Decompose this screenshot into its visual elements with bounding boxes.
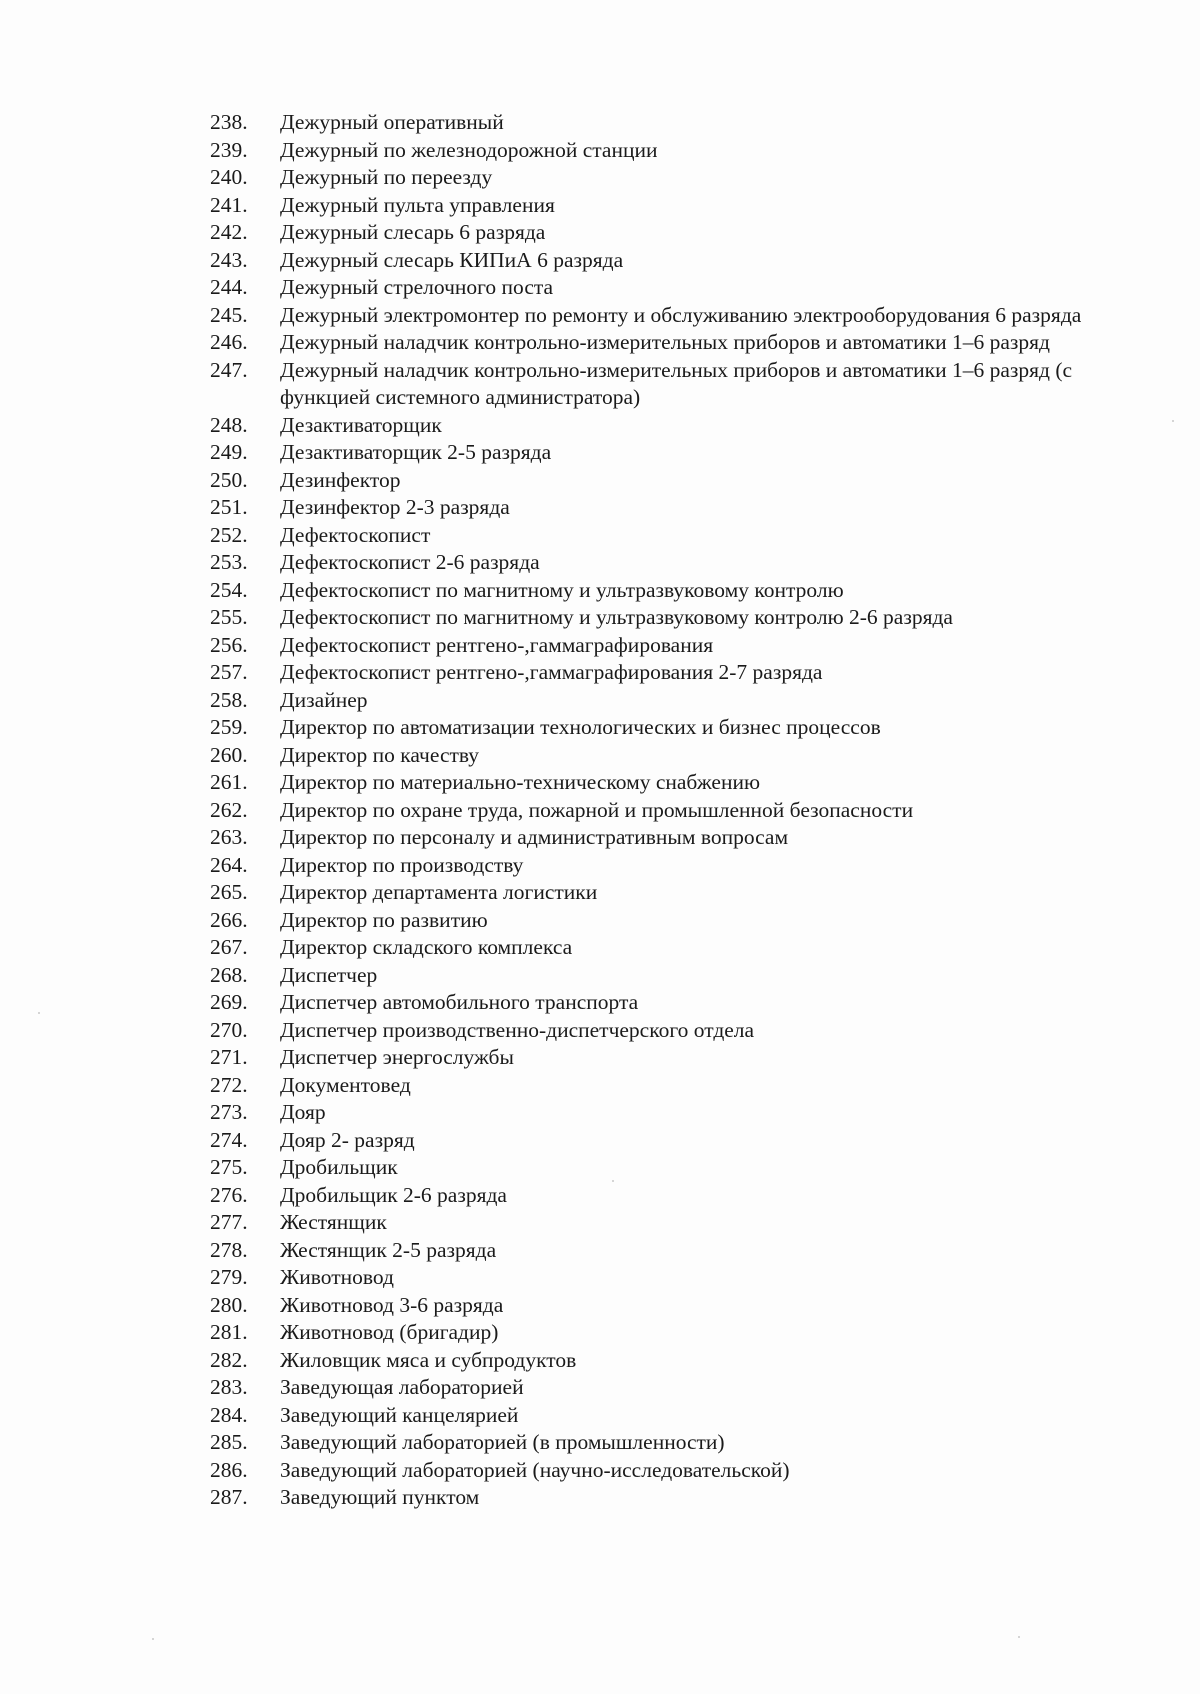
item-number: 252. [210, 522, 248, 547]
item-text: Диспетчер производственно-диспетчерского отдела [280, 1017, 755, 1042]
list-item [210, 962, 1110, 990]
list-item [210, 1319, 1110, 1347]
item-number: 281. [210, 1320, 248, 1344]
item-number: 241. [210, 192, 248, 217]
item-number: 278. [210, 1237, 248, 1262]
item-text: Жестянщик 2-5 разряда [280, 1237, 497, 1262]
item-text: Дежурный слесарь КИПиА 6 разряда [280, 247, 624, 272]
item-number: 258. [210, 687, 248, 712]
item-text: Заведующий пунктом [280, 1485, 480, 1509]
item-number: 256. [210, 632, 248, 657]
item-number: 273. [210, 1100, 248, 1124]
item-text: Дефектоскопист по магнитному и ультразвуковому контролю [280, 577, 844, 602]
item-text: Жиловщик мяса и субпродуктов [280, 1347, 577, 1372]
item-text: Жестянщик [280, 1210, 387, 1234]
scan-speck [1172, 420, 1174, 422]
list-item [210, 137, 1110, 165]
item-text: Директор по автоматизации технологических и бизнес процессов [280, 715, 881, 739]
scan-speck [152, 1638, 154, 1640]
list-item [210, 357, 1110, 412]
item-number: 242. [210, 220, 248, 244]
item-number: 246. [210, 330, 248, 354]
list-item [210, 934, 1110, 962]
item-text: Животновод (бригадир) [280, 1320, 499, 1344]
item-number: 259. [210, 715, 248, 739]
item-text: Дежурный электромонтер по ремонту и обслуживанию электрооборудования 6 разряда [280, 302, 1082, 327]
item-text: Дежурный слесарь 6 разряда [280, 220, 546, 244]
item-number: 249. [210, 440, 248, 464]
item-text: Дефектоскопист рентгено-,гаммаграфирования 2-7 разряда [280, 660, 823, 684]
item-number: 282. [210, 1347, 248, 1372]
list-item [210, 852, 1110, 880]
item-text: Дежурный наладчик контрольно-измерительных приборов и автоматики 1–6 разряд (с функцией системного администратора) [280, 357, 1073, 409]
item-number: 263. [210, 825, 248, 849]
list-item [210, 907, 1110, 935]
list-item [210, 632, 1110, 660]
scan-speck [1018, 1636, 1020, 1638]
list-item [210, 1402, 1110, 1430]
item-number: 268. [210, 962, 248, 987]
list-item [210, 1127, 1110, 1155]
item-number: 274. [210, 1127, 248, 1152]
item-number: 257. [210, 660, 248, 684]
list-item [210, 549, 1110, 577]
item-text: Директор по развитию [280, 907, 488, 932]
item-number: 264. [210, 852, 248, 877]
item-number: 275. [210, 1155, 248, 1179]
item-text: Диспетчер [280, 962, 378, 987]
item-text: Директор по производству [280, 852, 524, 877]
item-text: Заведующий лабораторией (в промышленности) [280, 1430, 725, 1454]
scan-speck [38, 1012, 40, 1014]
list-item [210, 1017, 1110, 1045]
list-item [210, 1237, 1110, 1265]
item-number: 261. [210, 770, 248, 794]
list-item [210, 494, 1110, 522]
item-text: Дефектоскопист по магнитному и ультразвуковому контролю 2-6 разряда [280, 605, 953, 629]
list-item [210, 1154, 1110, 1182]
item-text: Дежурный по железнодорожной станции [280, 137, 658, 162]
list-item [210, 164, 1110, 192]
item-text: Дробильщик [280, 1155, 398, 1179]
item-number: 239. [210, 137, 248, 162]
item-text: Директор по персоналу и административным вопросам [280, 825, 789, 849]
item-number: 266. [210, 907, 248, 932]
list-item [210, 687, 1110, 715]
list-item [210, 1484, 1110, 1512]
item-text: Дефектоскопист рентгено-,гаммаграфирования [280, 632, 714, 657]
list-item [210, 1292, 1110, 1320]
item-number: 285. [210, 1430, 248, 1454]
list-item [210, 797, 1110, 825]
item-text: Дояр [280, 1100, 326, 1124]
list-item [210, 247, 1110, 275]
list-item [210, 1044, 1110, 1072]
item-text: Диспетчер энергослужбы [280, 1045, 514, 1069]
item-text: Дезинфектор [280, 467, 401, 492]
list-item [210, 192, 1110, 220]
item-number: 276. [210, 1182, 248, 1207]
list-item [210, 1347, 1110, 1375]
list-item [210, 659, 1110, 687]
item-text: Дежурный по переезду [280, 165, 493, 189]
list-item [210, 1209, 1110, 1237]
item-number: 253. [210, 550, 248, 574]
item-text: Заведующий лабораторией (научно-исследовательской) [280, 1457, 790, 1482]
item-text: Животновод 3-6 разряда [280, 1292, 504, 1317]
item-number: 262. [210, 797, 248, 822]
item-number: 286. [210, 1457, 248, 1482]
item-text: Директор по материально-техническому снабжению [280, 770, 761, 794]
list-item [210, 742, 1110, 770]
item-text: Директор складского комплекса [280, 935, 573, 959]
item-number: 255. [210, 605, 248, 629]
list-item [210, 219, 1110, 247]
item-text: Заведующий канцелярией [280, 1402, 519, 1427]
item-text: Дояр 2- разряд [280, 1127, 415, 1152]
item-number: 279. [210, 1265, 248, 1289]
list-item [210, 439, 1110, 467]
item-text: Директор по охране труда, пожарной и промышленной безопасности [280, 797, 914, 822]
item-text: Дезинфектор 2-3 разряда [280, 495, 510, 519]
list-item [210, 1182, 1110, 1210]
item-text: Дефектоскопист [280, 522, 431, 547]
item-text: Диспетчер автомобильного транспорта [280, 990, 639, 1014]
item-text: Заведующая лабораторией [280, 1375, 524, 1399]
item-number: 245. [210, 302, 248, 327]
list-item [210, 329, 1110, 357]
list-item [210, 879, 1110, 907]
list-item [210, 302, 1110, 330]
list-item [210, 577, 1110, 605]
list-item [210, 769, 1110, 797]
item-number: 247. [210, 357, 248, 382]
item-number: 267. [210, 935, 248, 959]
list-item [210, 824, 1110, 852]
occupation-list [210, 109, 1110, 1512]
item-number: 280. [210, 1292, 248, 1317]
item-number: 284. [210, 1402, 248, 1427]
list-item [210, 989, 1110, 1017]
list-item [210, 109, 1110, 137]
item-number: 269. [210, 990, 248, 1014]
item-text: Дефектоскопист 2-6 разряда [280, 550, 540, 574]
item-number: 250. [210, 467, 248, 492]
item-text: Директор департамента логистики [280, 880, 598, 904]
list-item [210, 412, 1110, 440]
item-text: Дежурный стрелочного поста [280, 275, 554, 299]
list-item [210, 1457, 1110, 1485]
list-item [210, 1374, 1110, 1402]
item-text: Дежурный оперативный [280, 110, 504, 134]
scan-speck [612, 1180, 614, 1182]
item-number: 251. [210, 495, 248, 519]
list-item [210, 604, 1110, 632]
item-number: 270. [210, 1017, 248, 1042]
list-item [210, 1072, 1110, 1100]
list-item [210, 467, 1110, 495]
item-text: Дробильщик 2-6 разряда [280, 1182, 507, 1207]
item-number: 265. [210, 880, 248, 904]
item-number: 243. [210, 247, 248, 272]
item-number: 272. [210, 1072, 248, 1097]
item-text: Дежурный пульта управления [280, 192, 555, 217]
list-item [210, 522, 1110, 550]
item-text: Дизайнер [280, 687, 368, 712]
item-number: 260. [210, 742, 248, 767]
item-number: 283. [210, 1375, 248, 1399]
list-item [210, 1429, 1110, 1457]
item-number: 244. [210, 275, 248, 299]
item-text: Директор по качеству [280, 742, 480, 767]
list-item [210, 1264, 1110, 1292]
list-item [210, 1099, 1110, 1127]
item-number: 271. [210, 1045, 248, 1069]
item-number: 240. [210, 165, 248, 189]
item-number: 254. [210, 577, 248, 602]
item-number: 287. [210, 1485, 248, 1509]
list-item [210, 714, 1110, 742]
item-number: 277. [210, 1210, 248, 1234]
item-text: Дежурный наладчик контрольно-измерительных приборов и автоматики 1–6 разряд [280, 330, 1050, 354]
item-text: Животновод [280, 1265, 394, 1289]
item-number: 238. [210, 110, 248, 134]
item-text: Дезактиваторщик 2-5 разряда [280, 440, 552, 464]
list-item [210, 274, 1110, 302]
item-text: Документовед [280, 1072, 411, 1097]
item-number: 248. [210, 412, 248, 437]
item-text: Дезактиваторщик [280, 412, 442, 437]
